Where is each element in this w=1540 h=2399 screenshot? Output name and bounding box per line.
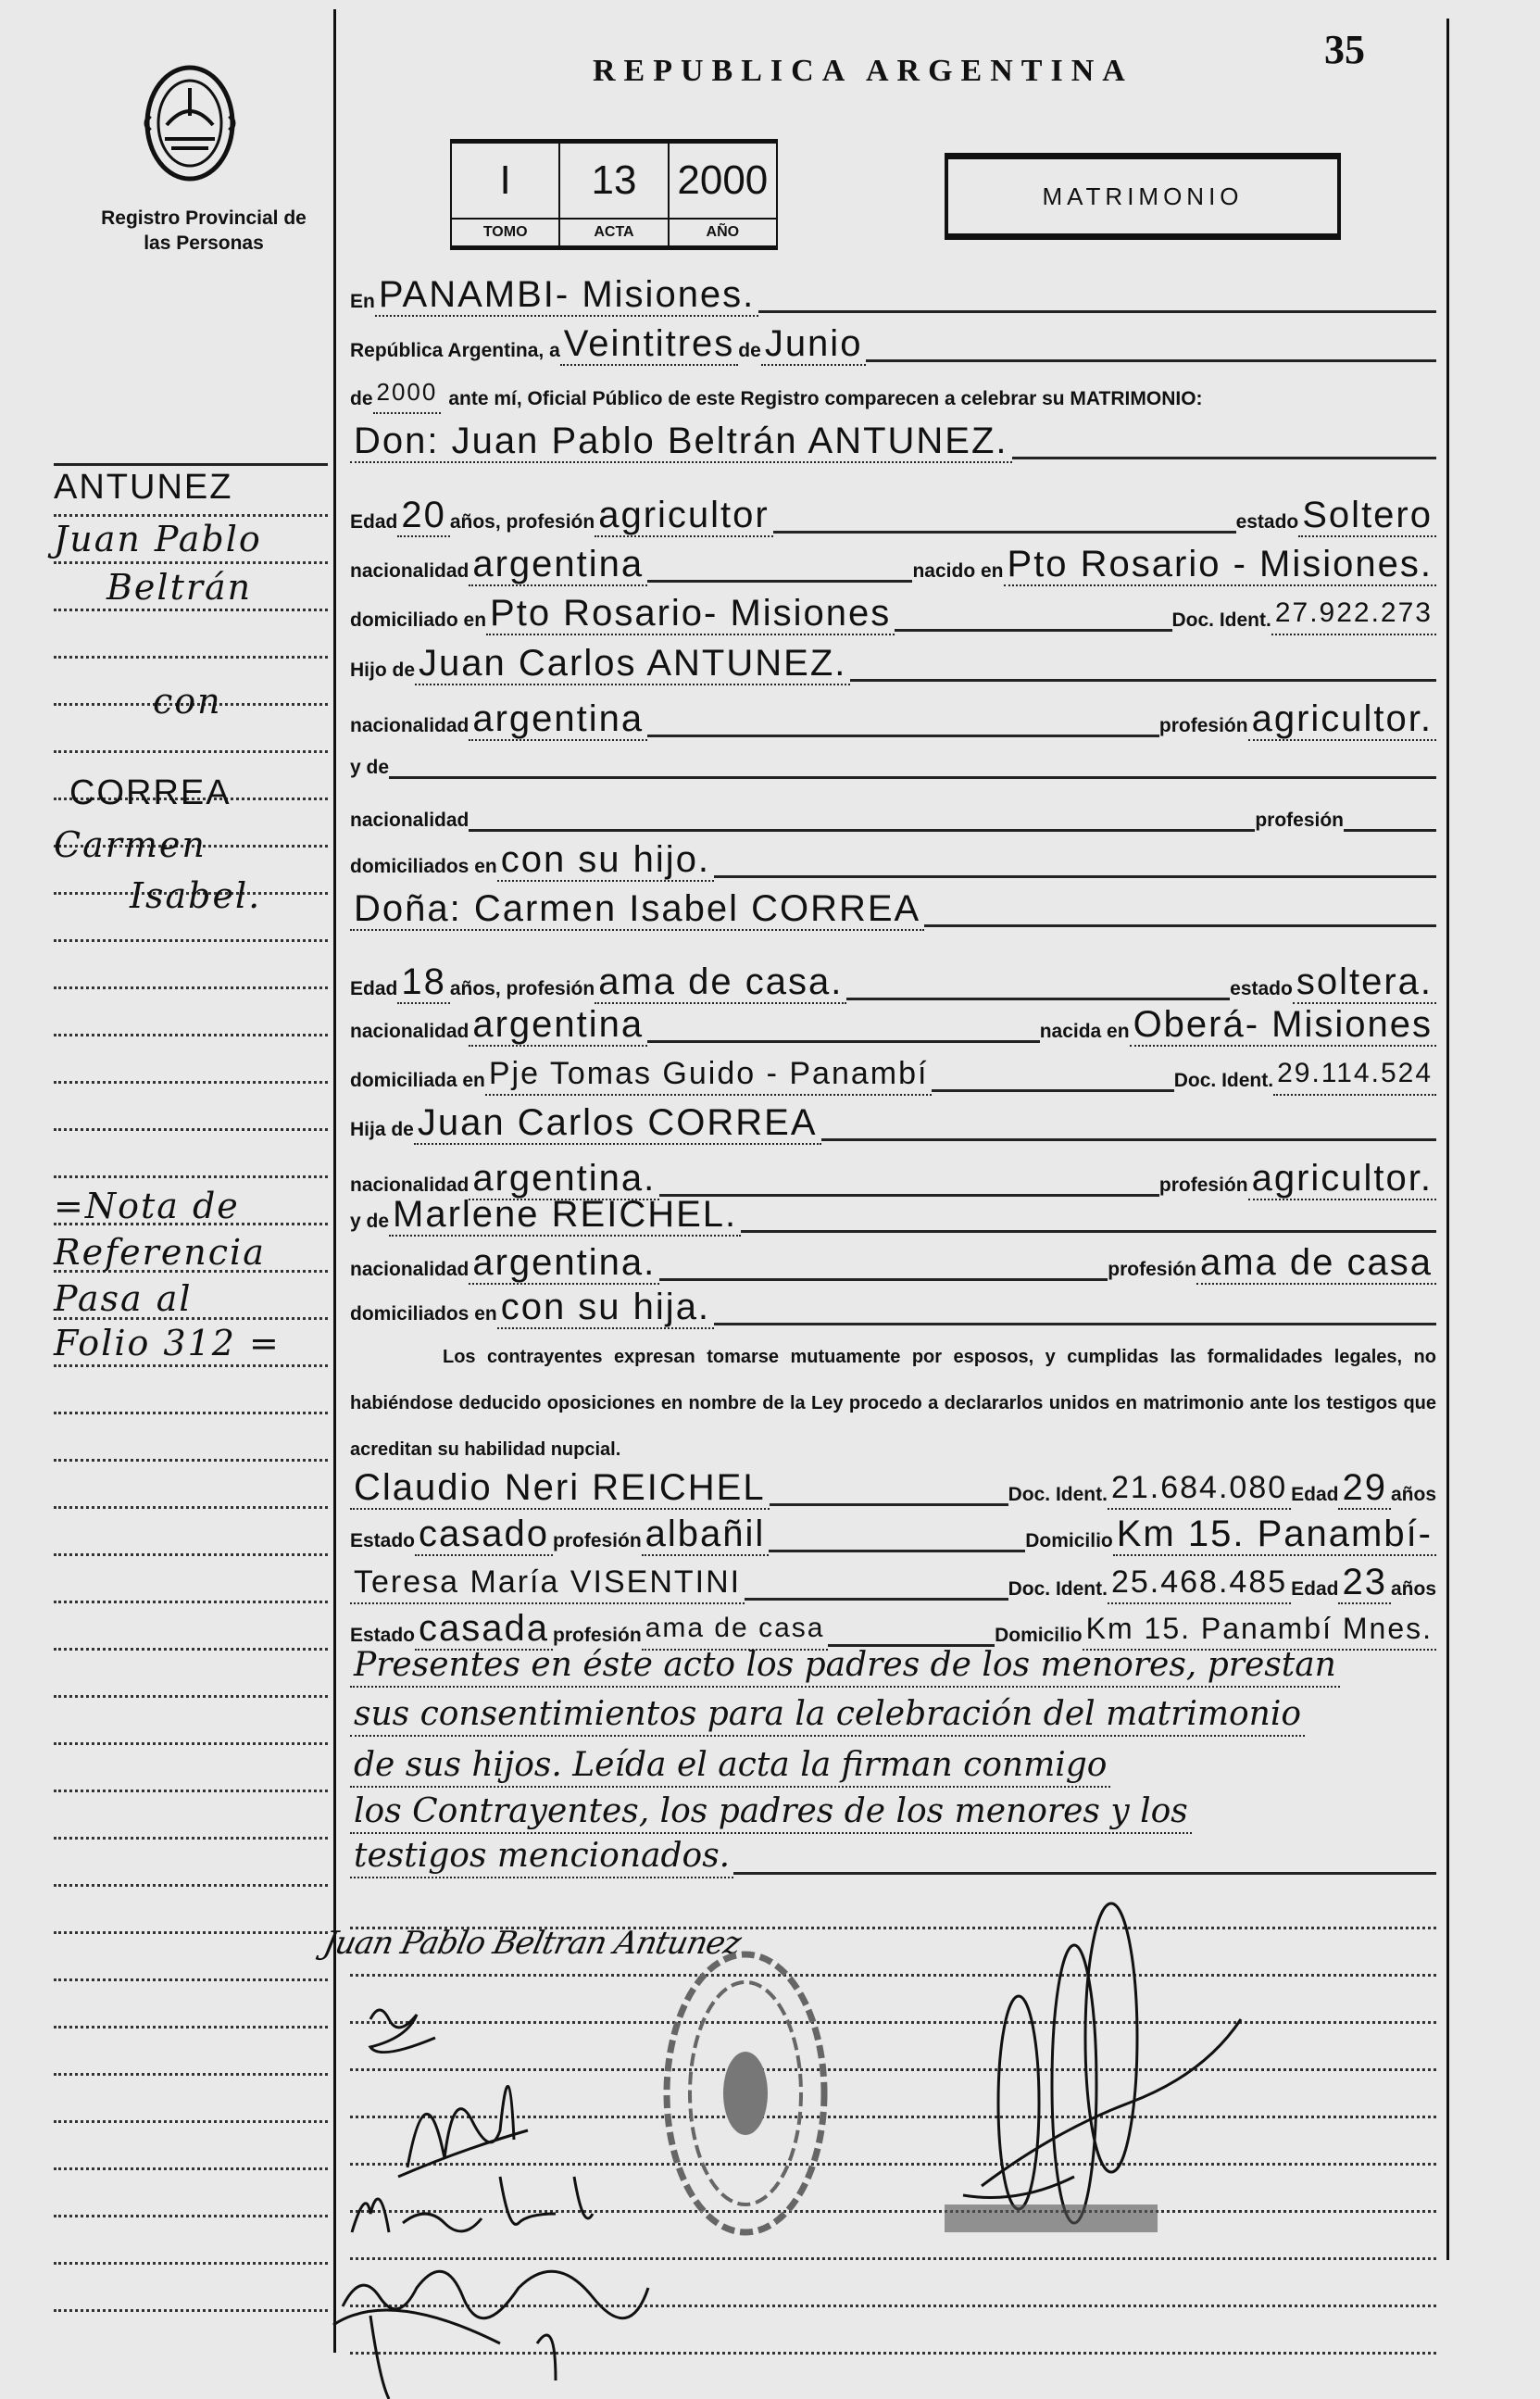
bride-birthplace: Oberá- Misiones <box>1130 1004 1436 1047</box>
label: y de <box>350 757 390 778</box>
year-row <box>350 368 1436 414</box>
label: Edad <box>350 978 398 999</box>
de-label: de <box>738 340 761 361</box>
year-prefix: de <box>350 388 373 409</box>
acta-label: ACTA <box>594 224 634 240</box>
note-line <box>350 1690 1436 1737</box>
witness-1-name: Claudio Neri REICHEL <box>350 1467 770 1510</box>
label: Hija de <box>350 1119 414 1140</box>
label: Domicilio <box>995 1625 1083 1646</box>
witness-1-details-row <box>350 1510 1436 1556</box>
day-value: Veintitres <box>560 323 739 366</box>
bride-parents-address: con su hija. <box>497 1287 714 1329</box>
bride-nationality-row <box>350 1000 1436 1047</box>
witness-1-address: Km 15. Panambí- <box>1113 1514 1436 1556</box>
label: años <box>1390 1578 1436 1600</box>
label: años <box>1390 1484 1436 1505</box>
margin-bride-names-2: Isabel. <box>130 875 262 916</box>
margin-ruled-line <box>54 561 328 564</box>
groom-father-nat-row <box>350 695 1436 741</box>
bride-father: Juan Carlos CORREA <box>414 1102 821 1145</box>
witness-1-status: casado <box>415 1514 553 1556</box>
margin-note-1: =Nota de <box>54 1186 240 1226</box>
margin-ruled-line <box>54 2262 328 2265</box>
margin-groom-names-2: Beltrán <box>106 567 253 608</box>
groom-status: Soltero <box>1298 495 1436 537</box>
margin-ruled-line <box>54 1978 328 1981</box>
margin-ruled-line <box>54 1553 328 1556</box>
margin-groom-names-1: Juan Pablo <box>54 519 262 559</box>
bride-address: Pje Tomas Guido - Panambí <box>485 1053 933 1096</box>
label: Doc. Ident. <box>1008 1578 1108 1600</box>
bride-parents-address-row <box>350 1283 1436 1329</box>
margin-ruled-line <box>54 2120 328 2123</box>
label: profesión <box>1158 1174 1248 1196</box>
declaration-text: Los contrayentes expresan tomarse mutuamente por esposos, y cumplidas las formalidades legales, no habiéndose deducido oposiciones en nombre de la Ley procedo a declararlos unidos en matrimonio ante los testigos que acreditan su habilidad nupcial. <box>350 1347 1436 1460</box>
label: Edad <box>1291 1578 1339 1600</box>
label: años, profesión <box>449 978 595 999</box>
label: años, profesión <box>449 511 595 533</box>
margin-note-2: Referencia <box>54 1232 266 1273</box>
margin-ruled-line <box>54 1695 328 1698</box>
groom-birthplace: Pto Rosario - Misiones. <box>1004 544 1436 586</box>
groom-nationality: argentina <box>469 544 647 586</box>
groom-father-profession: agricultor. <box>1248 698 1436 741</box>
witness-2-row <box>350 1558 1436 1604</box>
month-value: Junio <box>761 323 867 366</box>
place-value: PANAMBI- Misiones. <box>375 274 758 317</box>
margin-ruled-line <box>54 1128 328 1131</box>
label: domiciliados en <box>350 856 497 877</box>
margin-ruled-line <box>54 750 328 753</box>
bride-doc: 29.114.524 <box>1273 1053 1436 1096</box>
label: Doc. Ident. <box>1173 1070 1274 1091</box>
officer-stamp-text <box>945 2204 1158 2232</box>
note-text: testigos mencionados. <box>350 1836 733 1878</box>
witness-signature-icon <box>398 2086 528 2177</box>
margin-ruled-line <box>54 1601 328 1603</box>
label: y de <box>350 1211 390 1232</box>
margin-ruled-line <box>54 939 328 942</box>
note-text: de sus hijos. Leída el acta la firman conmigo <box>350 1745 1110 1788</box>
witness-1-doc: 21.684.080 <box>1108 1467 1291 1510</box>
note-line <box>350 1788 1436 1834</box>
label: Edad <box>1291 1484 1339 1505</box>
tomo-label: TOMO <box>482 224 528 240</box>
groom-mother-row <box>350 736 1436 783</box>
bride-address-row <box>350 1049 1436 1096</box>
year-value: 2000 <box>373 371 442 414</box>
note-line <box>350 1832 1436 1878</box>
margin-bride-surname: CORREA <box>69 773 232 812</box>
note-text: Presentes en éste acto los padres de los menores, prestan <box>350 1645 1340 1688</box>
label: Estado <box>350 1625 416 1646</box>
label: nacionalidad <box>350 560 470 582</box>
groom-age-row <box>350 491 1436 537</box>
witness-2-age: 23 <box>1338 1562 1391 1604</box>
note-text: los Contrayentes, los padres de los menores y los <box>350 1791 1192 1834</box>
label: Edad <box>350 511 398 533</box>
bride-nationality: argentina <box>469 1004 647 1047</box>
bride-mother-nationality: argentina. <box>469 1242 659 1285</box>
margin-ruled-line <box>54 1034 328 1036</box>
groom-address-row <box>350 589 1436 635</box>
groom-mother-nat-row <box>350 789 1436 835</box>
margin-ruled-line <box>54 2215 328 2217</box>
margin-ruled-line <box>54 1790 328 1792</box>
margin-ruled-line <box>54 1506 328 1509</box>
label: profesión <box>1158 715 1248 736</box>
margin-ruled-line <box>54 2167 328 2170</box>
label: estado <box>1235 511 1299 533</box>
anio-value: 2000 <box>670 144 776 220</box>
groom-father-row <box>350 639 1436 685</box>
document-type-box: MATRIMONIO <box>945 153 1341 240</box>
label: nacionalidad <box>350 1174 470 1196</box>
witness-2-doc: 25.468.485 <box>1108 1562 1291 1604</box>
margin-ruled-line <box>54 2309 328 2312</box>
margin-ruled-line <box>54 1837 328 1840</box>
label: domiciliada en <box>350 1070 485 1091</box>
witness-1-age: 29 <box>1338 1467 1391 1510</box>
bride-mother-nat-row <box>350 1238 1436 1285</box>
groom-father-nationality: argentina <box>469 698 647 741</box>
margin-groom-surname: ANTUNEZ <box>54 468 233 507</box>
label: Hijo de <box>350 659 416 681</box>
groom-age: 20 <box>397 495 450 537</box>
mother-signature-icon <box>352 2177 593 2232</box>
margin-ruled-line <box>54 1412 328 1414</box>
tomo-value: I <box>452 144 558 220</box>
groom-parents-address: con su hijo. <box>497 839 714 882</box>
witness-2-profession: ama de casa <box>642 1608 829 1651</box>
label: profesión <box>1255 810 1344 831</box>
margin-top-rule <box>54 463 328 466</box>
record-index-box <box>450 139 778 250</box>
officer-signature-icon <box>963 1903 1241 2223</box>
bride-age-row <box>350 958 1436 1004</box>
margin-ruled-line <box>54 1931 328 1934</box>
label: nacionalidad <box>350 810 470 831</box>
republica-label: República Argentina, a <box>350 340 560 361</box>
bride-name-row <box>350 885 1436 931</box>
groom-signature: Juan Pablo Beltran Antunez <box>319 1925 745 1962</box>
label: profesión <box>553 1530 642 1551</box>
label: nacionalidad <box>350 1021 470 1042</box>
signatures-area <box>315 1899 1454 2399</box>
label: profesión <box>1108 1259 1196 1280</box>
label: profesión <box>553 1625 642 1646</box>
label: domiciliado en <box>350 609 487 631</box>
margin-ruled-line <box>54 1364 328 1367</box>
margin-ruled-line <box>54 986 328 989</box>
place-row <box>350 270 1436 317</box>
margin-ruled-line <box>54 2073 328 2076</box>
margin-ruled-line <box>54 1884 328 1887</box>
bride-signature-icon <box>370 2010 435 2053</box>
margin-ruled-line <box>54 1648 328 1651</box>
witness-2-name: Teresa María VISENTINI <box>350 1562 745 1604</box>
margin-ruled-line <box>54 1175 328 1178</box>
bride-status: soltera. <box>1293 961 1436 1004</box>
country-title: REPUBLICA ARGENTINA <box>593 54 1133 88</box>
note-line <box>350 1741 1436 1788</box>
margin-ruled-line <box>54 1081 328 1084</box>
bride-mother-profession: ama de casa <box>1196 1242 1436 1285</box>
groom-name-row <box>350 417 1436 463</box>
provincial-seal-icon <box>139 60 241 185</box>
bride-mother: Marlene REICHEL. <box>389 1194 741 1237</box>
en-label: En <box>350 291 375 312</box>
groom-parents-address-row <box>350 835 1436 882</box>
label: nacionalidad <box>350 1259 470 1280</box>
note-line <box>350 1641 1436 1688</box>
witness-2-status: casada <box>415 1608 553 1651</box>
bride-father-row <box>350 1099 1436 1145</box>
groom-nationality-row <box>350 540 1436 586</box>
registry-name: Registro Provincial de las Personas <box>101 207 307 254</box>
acta-value: 13 <box>560 144 667 220</box>
statement-text: ante mí, Oficial Público de este Registro comparecen a celebrar su MATRIMONIO: <box>448 388 1203 409</box>
witness-2-address: Km 15. Panambí Mnes. <box>1083 1608 1436 1651</box>
bride-father-profession: agricultor. <box>1248 1158 1436 1200</box>
label: estado <box>1230 978 1293 999</box>
label: Estado <box>350 1530 416 1551</box>
date-row <box>350 320 1436 366</box>
bride-father-nationality: argentina. <box>469 1158 659 1200</box>
margin-ruled-line <box>54 514 328 517</box>
witness-1-row <box>350 1463 1436 1510</box>
margin-ruled-line <box>54 656 328 659</box>
folio-number: 35 <box>1324 27 1365 72</box>
margin-note-3: Pasa al <box>54 1278 193 1319</box>
groom-father: Juan Carlos ANTUNEZ. <box>415 643 850 685</box>
note-text: sus consentimientos para la celebración del matrimonio <box>350 1694 1305 1737</box>
label: domiciliados en <box>350 1303 497 1325</box>
bride-age: 18 <box>397 961 450 1004</box>
label: Doc. Ident. <box>1171 609 1271 631</box>
witness-1-profession: albañil <box>642 1514 770 1556</box>
father-signature-icon <box>333 2271 648 2399</box>
margin-ruled-line <box>54 609 328 611</box>
label: nacionalidad <box>350 715 470 736</box>
groom-profession: agricultor <box>595 495 773 537</box>
label: nacida en <box>1039 1021 1130 1042</box>
bride-mother-row <box>350 1190 1436 1237</box>
bride-profession: ama de casa. <box>595 961 846 1004</box>
margin-bride-names-1: Carmen <box>54 824 207 865</box>
stamp-center-emblem <box>723 2052 768 2135</box>
margin-ruled-line <box>54 1742 328 1745</box>
label: nacido en <box>912 560 1004 582</box>
label: Domicilio <box>1025 1530 1113 1551</box>
anio-label: AÑO <box>706 224 740 240</box>
margin-ruled-line <box>54 2026 328 2028</box>
groom-address: Pto Rosario- Misiones <box>486 593 895 635</box>
margin-ruled-line <box>54 1459 328 1462</box>
groom-name: Don: Juan Pablo Beltrán ANTUNEZ. <box>350 421 1012 463</box>
label: Doc. Ident. <box>1008 1484 1108 1505</box>
bride-name: Doña: Carmen Isabel CORREA <box>350 888 924 931</box>
margin-note-4: Folio 312 = <box>54 1323 281 1363</box>
margin-connector: con <box>153 681 222 722</box>
groom-doc: 27.922.273 <box>1271 593 1436 635</box>
